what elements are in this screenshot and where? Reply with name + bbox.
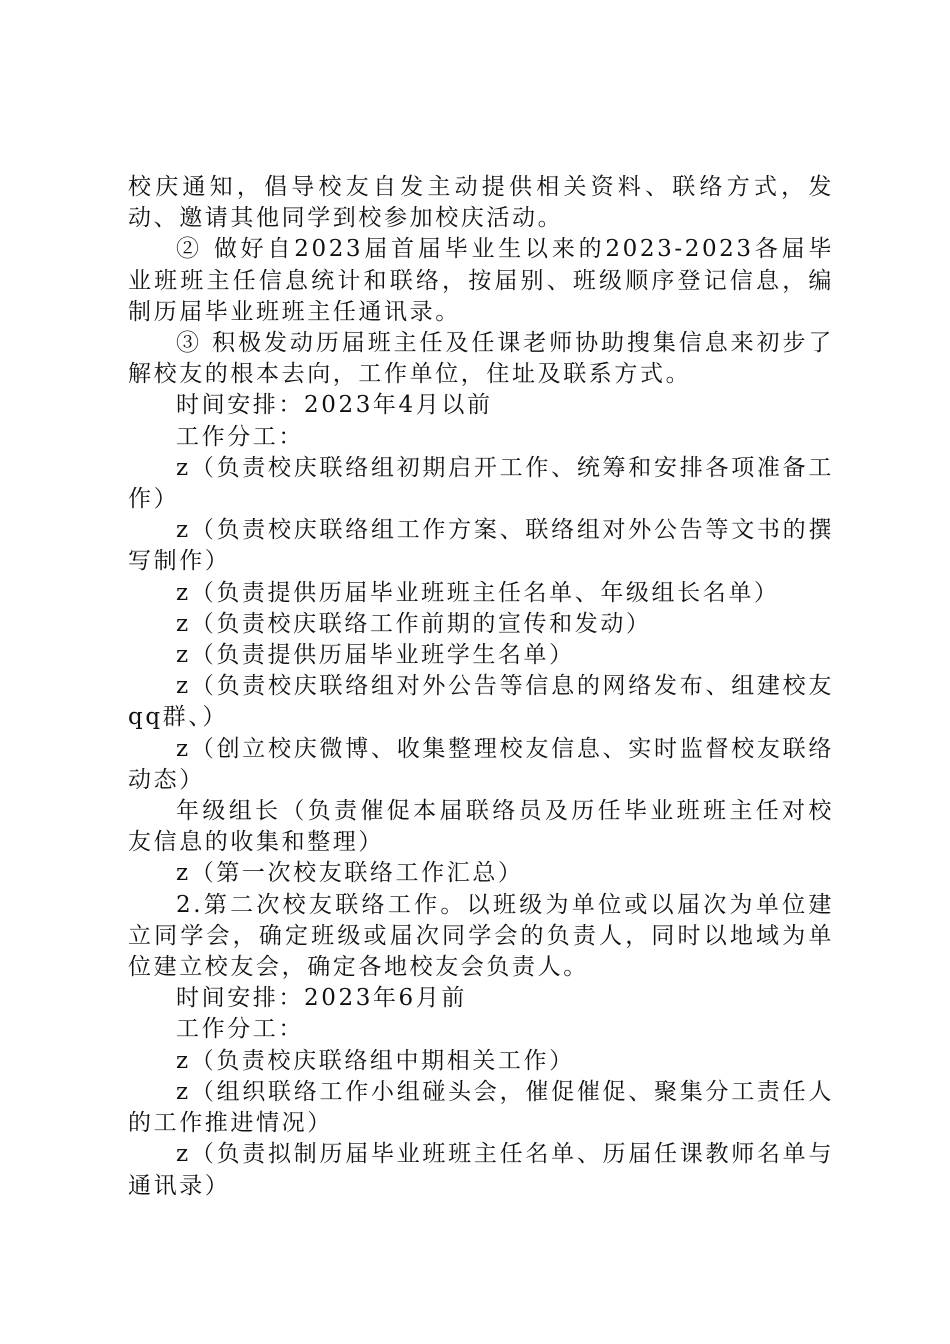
task-line: z（负责拟制历届毕业班班主任名单、历届任课教师名单与通讯录） bbox=[128, 1141, 834, 1199]
task-line: z（负责校庆联络组中期相关工作） bbox=[176, 1047, 575, 1074]
task-line: z（组织联络工作小组碰头会，催促催促、聚集分工责任人的工作推进情况） bbox=[128, 1078, 834, 1137]
task-line: z（负责校庆联络工作前期的宣传和发动） bbox=[176, 610, 652, 637]
schedule-line-2: 时间安排：2023年6月前 bbox=[176, 985, 467, 1012]
task-line: z（负责提供历届毕业班学生名单） bbox=[176, 642, 575, 669]
document-body bbox=[128, 172, 834, 1202]
paragraph-second-contact: 2.第二次校友联络工作。以班级为单位或以届次为单位建立同学会，确定班级或届次同学会的负责人，同时以地域为单位建立校友会，确定各地校友会负责人。 bbox=[128, 891, 834, 981]
task-line: z（负责校庆联络组初期启开工作、统筹和安排各项准备工作） bbox=[128, 454, 834, 513]
schedule-line-1: 时间安排：2023年4月以前 bbox=[176, 392, 493, 419]
task-line: z（第一次校友联络工作汇总） bbox=[176, 860, 524, 887]
paragraph-item-2: ② 做好自2023届首届毕业生以来的2023-2023各届毕业班班主任信息统计和联络，按届别、班级顺序登记信息，编制历届毕业班班主任通讯录。 bbox=[128, 236, 834, 325]
task-line: z（负责校庆联络组工作方案、联络组对外公告等文书的撰写制作） bbox=[128, 517, 834, 575]
work-division-heading-2: 工作分工： bbox=[176, 1016, 304, 1043]
task-line: z（创立校庆微博、收集整理校友信息、实时监督校友联络动态） bbox=[128, 735, 834, 793]
paragraph-item-3: ③ 积极发动历届班主任及任课老师协助搜集信息来初步了解校友的根本去向，工作单位，住址及联系方式。 bbox=[128, 330, 834, 388]
task-line: 年级组长（负责催促本届联络员及历任毕业班班主任对校友信息的收集和整理） bbox=[128, 798, 834, 856]
task-line: z（负责校庆联络组对外公告等信息的网络发布、组建校友qq群、） bbox=[128, 673, 834, 731]
work-division-heading-1: 工作分工： bbox=[176, 423, 304, 450]
task-line: z（负责提供历届毕业班班主任名单、年级组长名单） bbox=[176, 579, 780, 606]
paragraph-notice: 校庆通知，倡导校友自发主动提供相关资料、联络方式，发动、邀请其他同学到校参加校庆活动。 bbox=[128, 174, 834, 232]
